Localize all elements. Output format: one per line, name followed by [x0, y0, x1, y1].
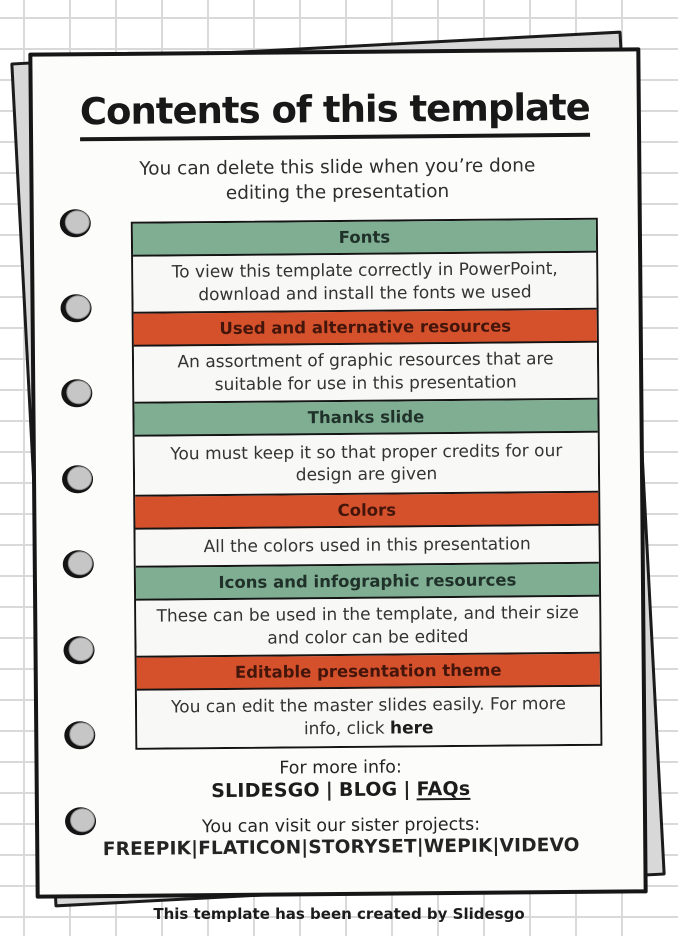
section-header-fonts: Fonts — [133, 220, 596, 257]
section-header-resources: Used and alternative resources — [134, 310, 597, 347]
created-by-caption: This template has been created by Slidesgo — [153, 905, 525, 923]
videvo-link[interactable]: VIDEVO — [499, 834, 580, 857]
slidesgo-link[interactable]: SLIDESGO — [211, 779, 320, 803]
section-header-thanks-slide: Thanks slide — [134, 400, 597, 437]
more-info-label: For more info: — [279, 757, 402, 779]
separator: | — [325, 779, 334, 802]
punch-hole — [64, 721, 95, 749]
here-link[interactable]: here — [389, 717, 434, 739]
wepik-link[interactable]: WEPIK — [423, 835, 493, 858]
section-header-colors: Colors — [135, 493, 598, 530]
page-subtitle: You can delete this slide when you’re done editing the presentation — [139, 155, 536, 204]
section-desc-thanks-slide: You must keep it so that proper credits for our design are given — [135, 433, 599, 497]
flaticon-link[interactable]: FLATICON — [198, 837, 302, 860]
section-desc-resources: An assortment of graphic resources that are suitable for use in this presentation — [134, 343, 597, 404]
separator: | — [403, 778, 411, 801]
punch-hole — [61, 379, 92, 407]
punch-hole — [60, 209, 91, 237]
contents-table — [131, 218, 603, 750]
separator: | — [416, 836, 424, 858]
page-title-text: Contents of this template — [80, 86, 590, 141]
main-paper-sheet — [28, 47, 647, 898]
punch-hole — [60, 294, 91, 322]
separator: | — [191, 838, 199, 860]
section-desc-fonts: To view this template correctly in PowerPoint, download and install the fonts we used — [133, 253, 596, 314]
theme-desc-text — [151, 693, 586, 742]
sister-projects-links — [39, 834, 643, 860]
section-header-theme: Editable presentation theme — [137, 654, 600, 691]
section-desc-colors: All the colors used in this presentation — [135, 526, 598, 568]
storyset-link[interactable]: STORYSET — [308, 836, 417, 859]
info-links — [39, 776, 643, 803]
punch-hole — [62, 465, 93, 493]
faqs-link[interactable]: FAQs — [416, 777, 471, 801]
separator: | — [492, 835, 500, 857]
freepik-link[interactable]: FREEPIK — [102, 838, 192, 861]
page-title — [33, 85, 637, 141]
sheet-footer — [38, 755, 643, 860]
blog-link[interactable]: BLOG — [338, 778, 398, 802]
separator: | — [301, 837, 309, 859]
theme-desc-prefix: You can edit the master slides easily. For more info, click — [171, 694, 567, 739]
section-header-icons: Icons and infographic resources — [136, 564, 599, 601]
punch-hole — [63, 550, 94, 578]
section-desc-icons: These can be used in the template, and their size and color can be edited — [136, 597, 599, 658]
sister-projects-label: You can visit our sister projects: — [201, 814, 481, 838]
section-desc-theme — [137, 687, 600, 748]
punch-hole — [63, 636, 94, 664]
